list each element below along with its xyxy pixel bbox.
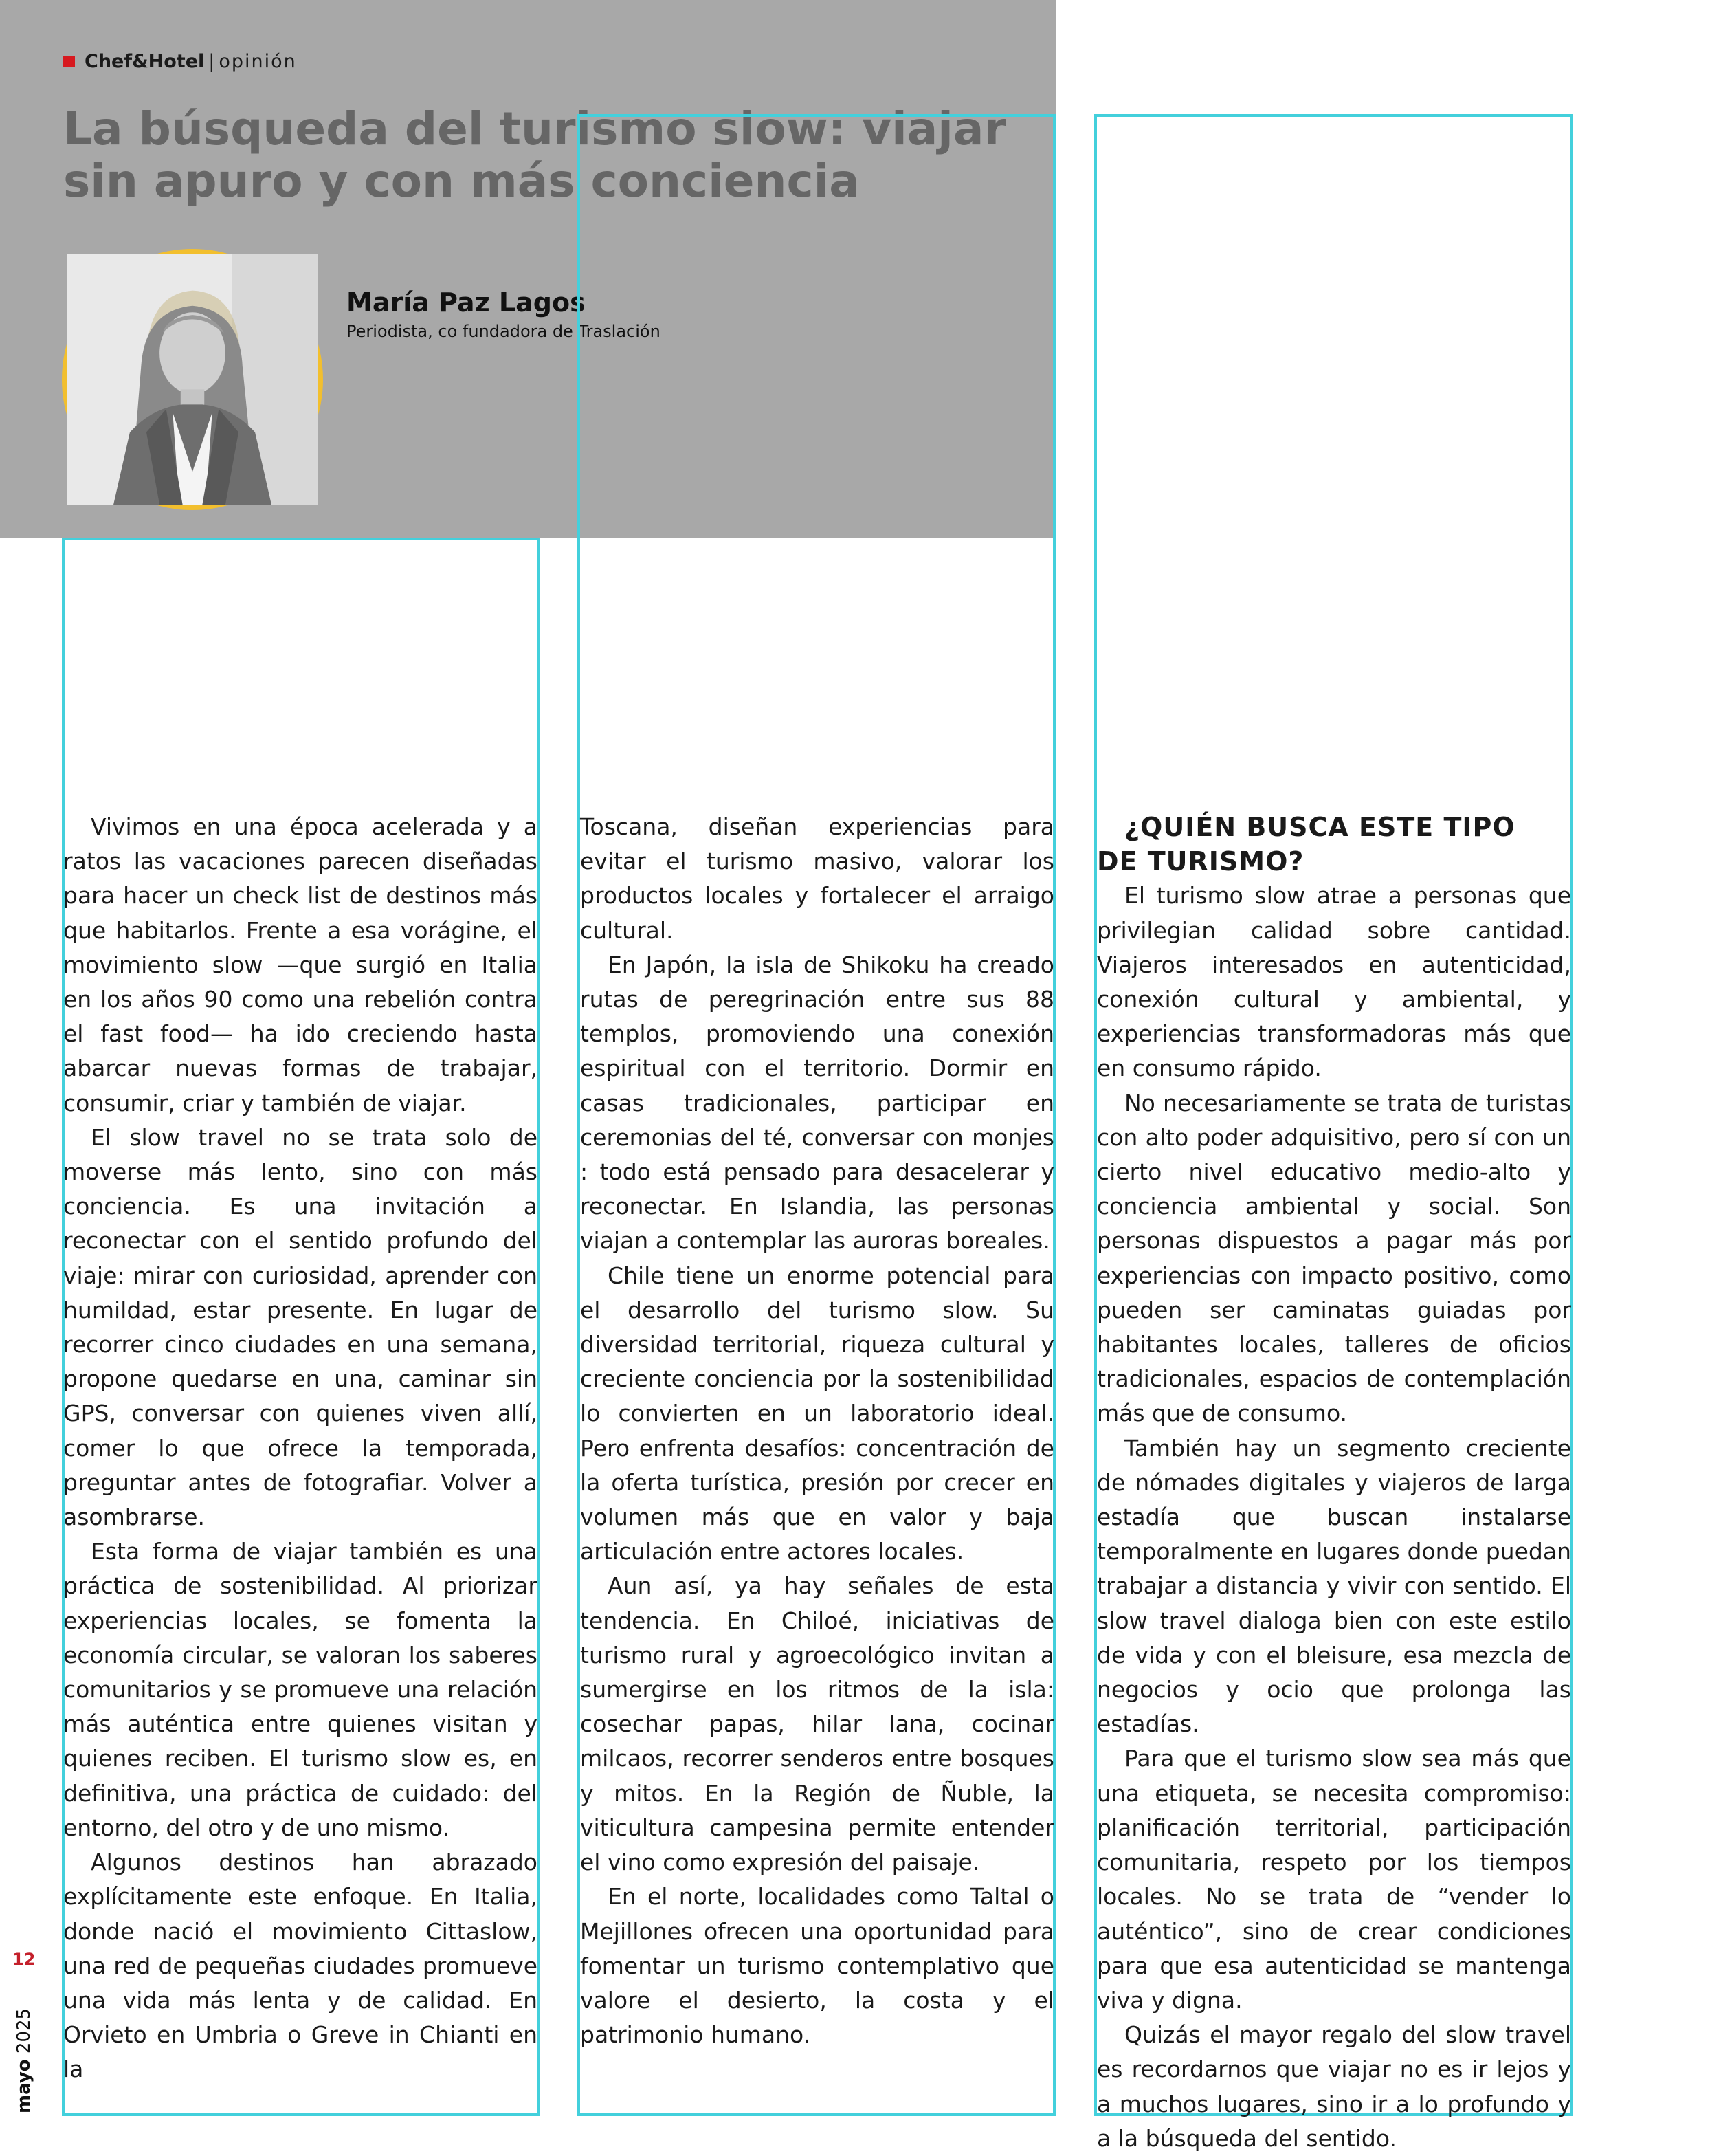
author-name: María Paz Lagos [346,287,586,318]
brand-square-icon [63,56,75,67]
article-body [63,810,1573,2152]
brand-name: Chef&Hotel [85,51,205,72]
paragraph: El turismo slow atrae a personas que privilegian calidad sobre cantidad. Viajeros interesados en autenticidad, conexión cultural y ambiental, y experiencias transformadoras más que en consumo rápido. [1097,882,1571,1082]
issue-month: mayo [14,2059,34,2113]
author-role: Periodista, co fundadora de Traslación [346,322,660,341]
paragraph: Algunos destinos han abrazado explícitamente este enfoque. En Italia, donde nació el movimiento Cittaslow, una red de pequeñas ciudades promueve una vida más lenta y de calidad. En Orvieto en Umbria o Greve in Chianti en la [63,1849,537,2083]
paragraph: También hay un segmento creciente de nómades digitales y viajeros de larga estadía que buscan instalarse temporalmente en lugares donde puedan trabajar a distancia y vivir con sentido. El slow travel dialoga bien con este estilo de vida y con el bleisure, esa mezcla de negocios y ocio que prolonga las estadías. [1097,1434,1571,1738]
paragraph: Quizás el mayor regalo del slow travel es recordarnos que viajar no es ir lejos y a muchos lugares, sino ir a lo profundo y a la búsqueda del sentido. [1097,2021,1571,2152]
issue-date [14,2008,34,2113]
paragraph: En Japón, la isla de Shikoku ha creado rutas de peregrinación entre sus 88 templos, promoviendo una conexión espiritual con el territorio. Dormir en casas tradicionales, participar en ceremonias del té, conversar con monjes : todo está pensado para desacelerar y reconectar. En Islandia, las personas viajan a contemplar las auroras boreales. [580,951,1054,1255]
article-title: La búsqueda del turismo slow: viajar sin apuro y con más conciencia [63,102,1007,208]
brand-separator: | [208,51,215,72]
issue-year: 2025 [14,2008,34,2054]
publication-brand [63,51,297,72]
text-column-2 [580,810,1054,2116]
paragraph: Esta forma de viajar también es una práctica de sostenibilidad. Al priorizar experiencias locales, se fomenta la economía circular, se valoran los saberes comunitarios y se promueve una relación más auténtica entre quienes visitan y quienes reciben. El turismo slow es, en definitiva, una práctica de cuidado: del entorno, del otro y de uno mismo. [63,1538,537,1841]
paragraph: Chile tiene un enorme potencial para el desarrollo del turismo slow. Su diversidad territorial, riqueza cultural y creciente conciencia por la sostenibilidad lo convierten en un laboratorio ideal. Pero enfrenta desafíos: concentración de la oferta turística, presión por crecer en volumen más que en valor y baja articulación entre actores locales. [580,1262,1054,1565]
paragraph: En el norte, localidades como Taltal o Mejillones ofrecen una oportunidad para fomentar un turismo contemplativo que valore el desierto, la costa y el patrimonio humano. [580,1883,1054,2049]
paragraph: Toscana, diseñan experiencias para evitar el turismo masivo, valorar los productos locales y fortalecer el arraigo cultural. [580,813,1054,944]
section-heading-line-2: DE TURISMO? [1097,846,1304,877]
text-column-1 [63,810,537,2116]
author-portrait [62,249,323,510]
paragraph: Aun así, ya hay señales de esta tendencia. En Chiloé, iniciativas de turismo rural y agroecológico invitan a sumergirse en los ritmos de la isla: cosechar papas, hilar lana, cocinar milcaos, recorrer senderos entre bosques y mitos. En la Región de Ñuble, la viticultura campesina permite entender el vino como expresión del paisaje. [580,1572,1054,1876]
paragraph: El slow travel no se trata solo de moverse más lento, sino con más conciencia. Es una invitación a reconectar con el sentido profundo del viaje: mirar con curiosidad, aprender con humildad, estar presente. En lugar de recorrer cinco ciudades en una semana, propone quedarse en una, caminar sin GPS, conversar con quienes viven allí, comer lo que ofrece la temporada, preguntar antes de fotografiar. Volver a asombrarse. [63,1123,537,1531]
section-heading [1097,810,1571,879]
section-label: opinión [219,51,297,72]
page-number: 12 [12,1950,36,1969]
paragraph: Para que el turismo slow sea más que una etiqueta, se necesita compromiso: planificación territorial, participación comunitaria, respeto por los tiempos locales. No se trata de “vender lo auténtico”, sino de crear condiciones para que esa autenticidad se mantenga viva y digna. [1097,1745,1571,2014]
author-photo-image [67,254,318,505]
paragraph: Vivimos en una época acelerada y a ratos las vacaciones parecen diseñadas para hacer un check list de destinos más que habitarlos. Frente a esa vorágine, el movimiento slow —que surgió en Italia en los años 90 como una rebelión contra el fast food— ha ido creciendo hasta abarcar nuevas formas de trabajar, consumir, criar y también de viajar. [63,813,537,1116]
text-column-3 [1097,810,1571,2152]
paragraph: No necesariamente se trata de turistas con alto poder adquisitivo, pero sí con un cierto nivel educativo medio-alto y conciencia ambiental y social. Son personas dispuestos a pagar más por experiencias con impacto positivo, como pueden ser caminatas guiadas por habitantes locales, talleres de oficios tradicionales, espacios de contemplación más que de consumo. [1097,1089,1571,1427]
section-heading-line-1: ¿QUIÉN BUSCA ESTE TIPO [1124,812,1515,842]
